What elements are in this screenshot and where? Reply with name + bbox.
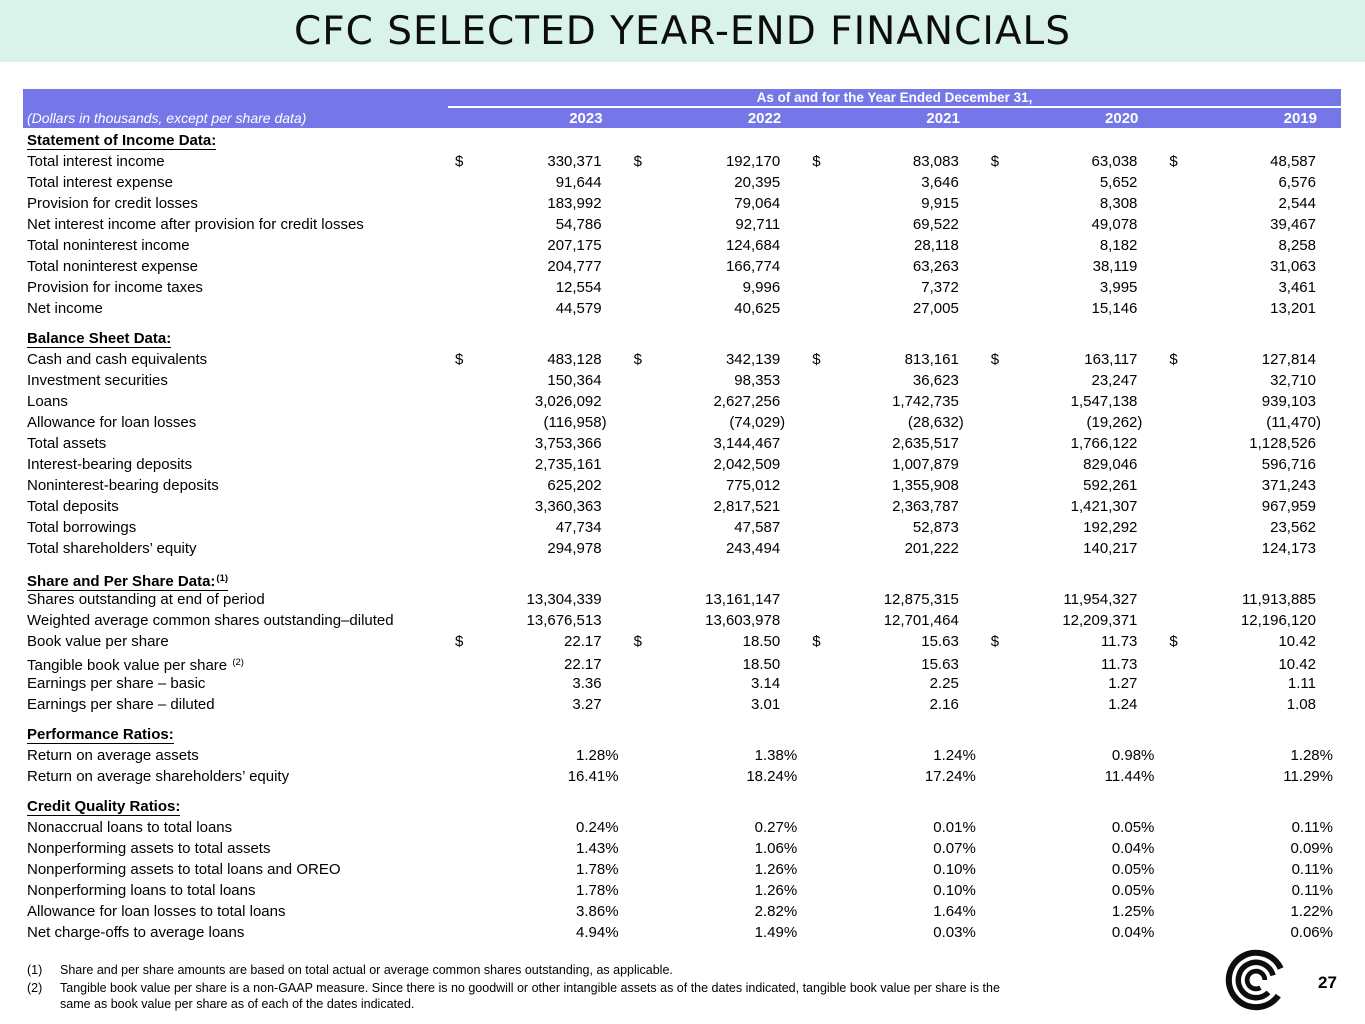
value-cell: 0.05%	[1111, 882, 1155, 899]
value-cell: 483,128	[547, 351, 602, 368]
value-cell: 18.50	[742, 655, 781, 673]
dollar-sign: $	[990, 633, 1000, 650]
value-cell: 9,915	[921, 195, 959, 212]
value-cell: 124,684	[725, 237, 781, 254]
value-cell: 1.24%	[933, 747, 976, 764]
value-cell: 1.78%	[576, 861, 619, 878]
value-cell: 18.50	[742, 633, 781, 650]
row-label: Nonaccrual loans to total loans	[27, 819, 233, 836]
section-heading-row	[23, 568, 1341, 589]
table-row	[23, 673, 1341, 694]
row-label: Total shareholders’ equity	[27, 540, 197, 557]
row-label: Nonperforming assets to total loans and OREO	[27, 861, 341, 878]
value-cell: 1,128,526	[1249, 435, 1316, 452]
table-row	[23, 901, 1341, 922]
page-title: CFC SELECTED YEAR-END FINANCIALS	[293, 8, 1072, 54]
value-cell: 2,817,521	[713, 498, 781, 515]
value-cell: (74,029)	[729, 414, 786, 431]
value-cell: 1.08	[1286, 696, 1316, 713]
section-heading: Performance Ratios:	[27, 726, 174, 743]
value-cell: 2.16	[929, 696, 959, 713]
value-cell: 16.41%	[567, 768, 619, 785]
section-heading: Statement of Income Data:	[27, 132, 217, 149]
value-cell: 13,201	[1270, 300, 1316, 317]
value-cell: 48,587	[1270, 153, 1316, 170]
table-row	[23, 538, 1341, 559]
dollar-sign: $	[990, 153, 1000, 170]
value-cell: 1.24	[1108, 696, 1138, 713]
table-row	[23, 256, 1341, 277]
value-cell: 3,753,366	[534, 435, 602, 452]
section-heading: Balance Sheet Data:	[27, 330, 172, 347]
value-cell: 92,711	[735, 216, 781, 233]
value-cell: 140,217	[1083, 540, 1138, 557]
value-cell: 47,734	[555, 519, 602, 536]
dollar-sign: $	[633, 633, 642, 650]
row-label: Provision for income taxes	[27, 279, 203, 296]
value-cell: 0.05%	[1111, 861, 1155, 878]
value-cell: 10.42	[1278, 633, 1316, 650]
value-cell: 163,117	[1084, 351, 1138, 368]
table-row	[23, 475, 1341, 496]
value-cell: 8,258	[1278, 237, 1316, 254]
row-label: Net income	[27, 300, 103, 317]
value-cell: 10.42	[1278, 655, 1316, 673]
value-cell: 829,046	[1083, 456, 1138, 473]
value-cell: 0.01%	[933, 819, 976, 836]
value-cell: 124,173	[1261, 540, 1316, 557]
value-cell: 2,627,256	[713, 393, 781, 410]
value-cell: 0.11%	[1291, 882, 1333, 899]
value-cell: 150,364	[547, 372, 602, 389]
value-cell: 3,646	[921, 174, 959, 191]
value-cell: 0.24%	[576, 819, 619, 836]
value-cell: 13,304,339	[526, 591, 602, 608]
value-cell: (19,262)	[1086, 414, 1143, 431]
table-row	[23, 277, 1341, 298]
dollar-sign: $	[455, 633, 464, 650]
value-cell: 294,978	[547, 540, 602, 557]
value-cell: 1.28%	[576, 747, 619, 764]
row-label: Noninterest-bearing deposits	[27, 477, 219, 494]
table-row	[23, 745, 1341, 766]
row-label: Book value per share	[27, 633, 169, 650]
company-logo-icon	[1222, 946, 1290, 1014]
table-row	[23, 880, 1341, 901]
value-cell: 3,144,467	[713, 435, 781, 452]
value-cell: 0.11%	[1291, 861, 1333, 878]
row-label: Total deposits	[27, 498, 119, 515]
value-cell: 1.78%	[576, 882, 619, 899]
section-heading-row	[23, 328, 1341, 349]
section-heading-row	[23, 130, 1341, 151]
value-cell: 11,913,885	[1242, 591, 1316, 608]
row-label: Total interest income	[27, 153, 165, 170]
value-cell: 11.73	[1100, 633, 1138, 650]
value-cell: 0.04%	[1111, 924, 1155, 941]
row-label: Allowance for loan losses to total loans	[27, 903, 286, 920]
value-cell: 0.04%	[1111, 840, 1155, 857]
table-row	[23, 214, 1341, 235]
value-cell: 11.44%	[1104, 768, 1155, 785]
table-row	[23, 193, 1341, 214]
value-cell: 2,735,161	[534, 456, 602, 473]
year-column-header: 2023	[569, 109, 603, 127]
value-cell: 38,119	[1092, 258, 1138, 275]
value-cell: 127,814	[1261, 351, 1316, 368]
value-cell: 0.06%	[1290, 924, 1333, 941]
value-cell: 2,363,787	[892, 498, 959, 515]
footnote-marker: (2)	[27, 980, 43, 995]
value-cell: 47,587	[734, 519, 781, 536]
table-row	[23, 610, 1341, 631]
value-cell: 3.36	[572, 675, 602, 692]
value-cell: 1.28%	[1290, 747, 1333, 764]
table-header-top-row	[23, 89, 1341, 108]
table-header	[23, 89, 1341, 128]
value-cell: 13,603,978	[705, 612, 781, 629]
value-cell: 13,676,513	[526, 612, 602, 629]
table-row	[23, 517, 1341, 538]
year-column-header: 2021	[926, 109, 960, 127]
value-cell: 63,263	[912, 258, 959, 275]
value-cell: 5,652	[1099, 174, 1138, 191]
dollar-sign: $	[455, 351, 464, 368]
value-cell: 330,371	[547, 153, 602, 170]
row-label: Tangible book value per share $^{(2)}$	[27, 657, 244, 674]
table-row	[23, 652, 1341, 673]
value-cell: 31,063	[1270, 258, 1316, 275]
value-cell: 939,103	[1261, 393, 1316, 410]
table-row	[23, 454, 1341, 475]
value-cell: 1.49%	[754, 924, 798, 941]
value-cell: 6,576	[1278, 174, 1316, 191]
footnote	[27, 980, 1037, 1013]
value-cell: 18.24%	[746, 768, 798, 785]
value-cell: 12,701,464	[883, 612, 959, 629]
value-cell: 12,554	[555, 279, 602, 296]
value-cell: 15.63	[921, 633, 959, 650]
row-label: Net interest income after provision for credit losses	[27, 216, 364, 233]
table-row	[23, 817, 1341, 838]
value-cell: 2.82%	[754, 903, 798, 920]
table-row	[23, 694, 1341, 715]
table-row	[23, 589, 1341, 610]
table-row	[23, 496, 1341, 517]
value-cell: 0.07%	[933, 840, 976, 857]
value-cell: 0.27%	[754, 819, 798, 836]
value-cell: 2,042,509	[713, 456, 781, 473]
footnote-text: Tangible book value per share is a non-GAAP measure. Since there is no goodwill or other intangible assets as of the dates indicated, tangible book value per share is the same as book value per share as of each of the dates indicated.	[60, 980, 1000, 1011]
row-label: Investment securities	[27, 372, 168, 389]
table-row	[23, 631, 1341, 652]
value-cell: 1.26%	[754, 882, 798, 899]
value-cell: 27,005	[912, 300, 959, 317]
value-cell: 23,562	[1270, 519, 1316, 536]
value-cell: 967,959	[1261, 498, 1316, 515]
period-header: As of and for the Year Ended December 31,	[448, 89, 1341, 108]
value-cell: 0.09%	[1290, 840, 1333, 857]
row-label: Total assets	[27, 435, 107, 452]
value-cell: 0.03%	[933, 924, 976, 941]
table-row	[23, 349, 1341, 370]
value-cell: 4.94%	[576, 924, 619, 941]
value-cell: 11.73	[1100, 655, 1138, 673]
value-cell: 1.26%	[754, 861, 798, 878]
value-cell: 3.01	[750, 696, 781, 713]
value-cell: 20,395	[734, 174, 781, 191]
dollar-sign: $	[455, 153, 464, 170]
value-cell: 342,139	[725, 351, 781, 368]
table-row	[23, 433, 1341, 454]
value-cell: 204,777	[547, 258, 602, 275]
value-cell: 63,038	[1091, 153, 1138, 170]
value-cell: 83,083	[912, 153, 959, 170]
row-label: Earnings per share – diluted	[27, 696, 215, 713]
value-cell: 0.10%	[933, 882, 976, 899]
value-cell: 3,026,092	[534, 393, 602, 410]
table-row	[23, 859, 1341, 880]
value-cell: 3,995	[1099, 279, 1138, 296]
value-cell: 1,742,735	[892, 393, 959, 410]
value-cell: 592,261	[1083, 477, 1138, 494]
footnotes	[27, 962, 1037, 1014]
value-cell: 79,064	[734, 195, 781, 212]
value-cell: 3.86%	[576, 903, 619, 920]
value-cell: 11.29%	[1283, 768, 1333, 785]
row-label: Allowance for loan losses	[27, 414, 197, 431]
footnote-text: Share and per share amounts are based on total actual or average common shares outstanding, as applicable.	[60, 963, 673, 977]
table-row	[23, 766, 1341, 787]
value-cell: 371,243	[1261, 477, 1316, 494]
value-cell: 39,467	[1270, 216, 1316, 233]
value-cell: 32,710	[1270, 372, 1316, 389]
value-cell: 775,012	[725, 477, 781, 494]
value-cell: 1.06%	[754, 840, 798, 857]
value-cell: 54,786	[555, 216, 602, 233]
value-cell: 1.11	[1287, 675, 1316, 692]
title-band	[0, 0, 1365, 62]
row-label: Nonperforming assets to total assets	[27, 840, 271, 857]
value-cell: 1.38%	[754, 747, 798, 764]
table-row	[23, 370, 1341, 391]
value-cell: 52,873	[912, 519, 959, 536]
dollar-sign: $	[990, 351, 1000, 368]
value-cell: 243,494	[725, 540, 781, 557]
value-cell: 1.43%	[576, 840, 619, 857]
units-note: (Dollars in thousands, except per share data)	[27, 110, 307, 126]
row-label: Shares outstanding at end of period	[27, 591, 265, 608]
value-cell: 15,146	[1091, 300, 1138, 317]
table-header-years-row	[23, 108, 1341, 128]
value-cell: 3,461	[1278, 279, 1316, 296]
year-column-header: 2020	[1105, 109, 1139, 127]
table-row	[23, 172, 1341, 193]
value-cell: 1,547,138	[1070, 393, 1138, 410]
section-heading: Share and Per Share Data:$^{(1)}$	[27, 573, 229, 590]
value-cell: 49,078	[1091, 216, 1138, 233]
section-heading-row	[23, 724, 1341, 745]
value-cell: 11,954,327	[1063, 591, 1138, 608]
row-label: Total noninterest expense	[27, 258, 198, 275]
value-cell: 1,007,879	[892, 456, 959, 473]
value-cell: 44,579	[555, 300, 602, 317]
value-cell: 1.27	[1108, 675, 1138, 692]
value-cell: 0.05%	[1111, 819, 1155, 836]
section-heading-row	[23, 796, 1341, 817]
value-cell: 2,544	[1278, 195, 1316, 212]
value-cell: 2.25	[929, 675, 959, 692]
dollar-sign: $	[812, 351, 821, 368]
row-label: Total noninterest income	[27, 237, 190, 254]
value-cell: 1.25%	[1111, 903, 1155, 920]
value-cell: 13,161,147	[705, 591, 781, 608]
value-cell: 0.10%	[933, 861, 976, 878]
row-label: Earnings per share – basic	[27, 675, 206, 692]
row-label: Interest-bearing deposits	[27, 456, 193, 473]
value-cell: 625,202	[547, 477, 602, 494]
value-cell: 0.11%	[1291, 819, 1333, 836]
value-cell: 15.63	[921, 655, 959, 673]
dollar-sign: $	[812, 153, 821, 170]
value-cell: 69,522	[912, 216, 959, 233]
row-label: Cash and cash equivalents	[27, 351, 208, 368]
value-cell: 192,292	[1083, 519, 1138, 536]
dollar-sign: $	[633, 153, 642, 170]
value-cell: 12,875,315	[883, 591, 959, 608]
value-cell: 3,360,363	[534, 498, 602, 515]
table-row	[23, 151, 1341, 172]
footnote	[27, 962, 1037, 979]
value-cell: 98,353	[734, 372, 781, 389]
row-label: Loans	[27, 393, 68, 410]
row-label: Provision for credit losses	[27, 195, 198, 212]
footnote-marker: (1)	[27, 963, 43, 977]
row-label: Total interest expense	[27, 174, 173, 191]
value-cell: 8,308	[1099, 195, 1138, 212]
value-cell: 813,161	[904, 351, 959, 368]
row-label: Weighted average common shares outstanding–diluted	[27, 612, 394, 629]
section-heading: Credit Quality Ratios:	[27, 798, 181, 815]
value-cell: 1,355,908	[892, 477, 959, 494]
row-label: Total borrowings	[27, 519, 137, 536]
value-cell: 7,372	[921, 279, 959, 296]
value-cell: (11,470)	[1266, 414, 1321, 431]
page-number: 27	[1318, 973, 1337, 992]
year-column-header: 2022	[747, 109, 782, 127]
value-cell: 1.64%	[933, 903, 976, 920]
table-row	[23, 922, 1341, 943]
table-body	[23, 128, 1341, 943]
dollar-sign: $	[1169, 153, 1178, 170]
value-cell: 3.27	[572, 696, 602, 713]
value-cell: 40,625	[734, 300, 781, 317]
value-cell: 8,182	[1099, 237, 1138, 254]
value-cell: 9,996	[742, 279, 781, 296]
table-row	[23, 235, 1341, 256]
value-cell: 28,118	[914, 237, 959, 254]
row-label: Nonperforming loans to total loans	[27, 882, 256, 899]
value-cell: 596,716	[1261, 456, 1316, 473]
value-cell: (28,632)	[907, 414, 964, 431]
value-cell: 201,222	[904, 540, 959, 557]
table-row	[23, 412, 1341, 433]
table-row	[23, 838, 1341, 859]
value-cell: 207,175	[547, 237, 602, 254]
value-cell: 1,421,307	[1070, 498, 1138, 515]
dollar-sign: $	[1169, 633, 1178, 650]
value-cell: 1,766,122	[1070, 435, 1138, 452]
value-cell: 1.22%	[1290, 903, 1333, 920]
table-row	[23, 391, 1341, 412]
table-row	[23, 298, 1341, 319]
dollar-sign: $	[633, 351, 642, 368]
value-cell: 22.17	[564, 655, 602, 673]
dollar-sign: $	[1169, 351, 1178, 368]
value-cell: 2,635,517	[892, 435, 959, 452]
value-cell: 22.17	[564, 633, 602, 650]
value-cell: 23,247	[1091, 372, 1138, 389]
value-cell: 0.98%	[1111, 747, 1155, 764]
value-cell: 12,196,120	[1240, 612, 1316, 629]
value-cell: 183,992	[547, 195, 602, 212]
value-cell: 17.24%	[924, 768, 976, 785]
row-label: Return on average assets	[27, 747, 199, 764]
value-cell: 192,170	[725, 153, 781, 170]
dollar-sign: $	[812, 633, 821, 650]
year-column-header: 2019	[1283, 109, 1317, 127]
row-label: Net charge-offs to average loans	[27, 924, 245, 941]
value-cell: 36,623	[912, 372, 959, 389]
value-cell: (116,958)	[543, 414, 607, 431]
value-cell: 3.14	[750, 675, 781, 692]
row-label: Return on average shareholders’ equity	[27, 768, 290, 785]
value-cell: 12,209,371	[1062, 612, 1138, 629]
value-cell: 91,644	[555, 174, 602, 191]
financial-table	[23, 89, 1341, 943]
value-cell: 166,774	[725, 258, 781, 275]
